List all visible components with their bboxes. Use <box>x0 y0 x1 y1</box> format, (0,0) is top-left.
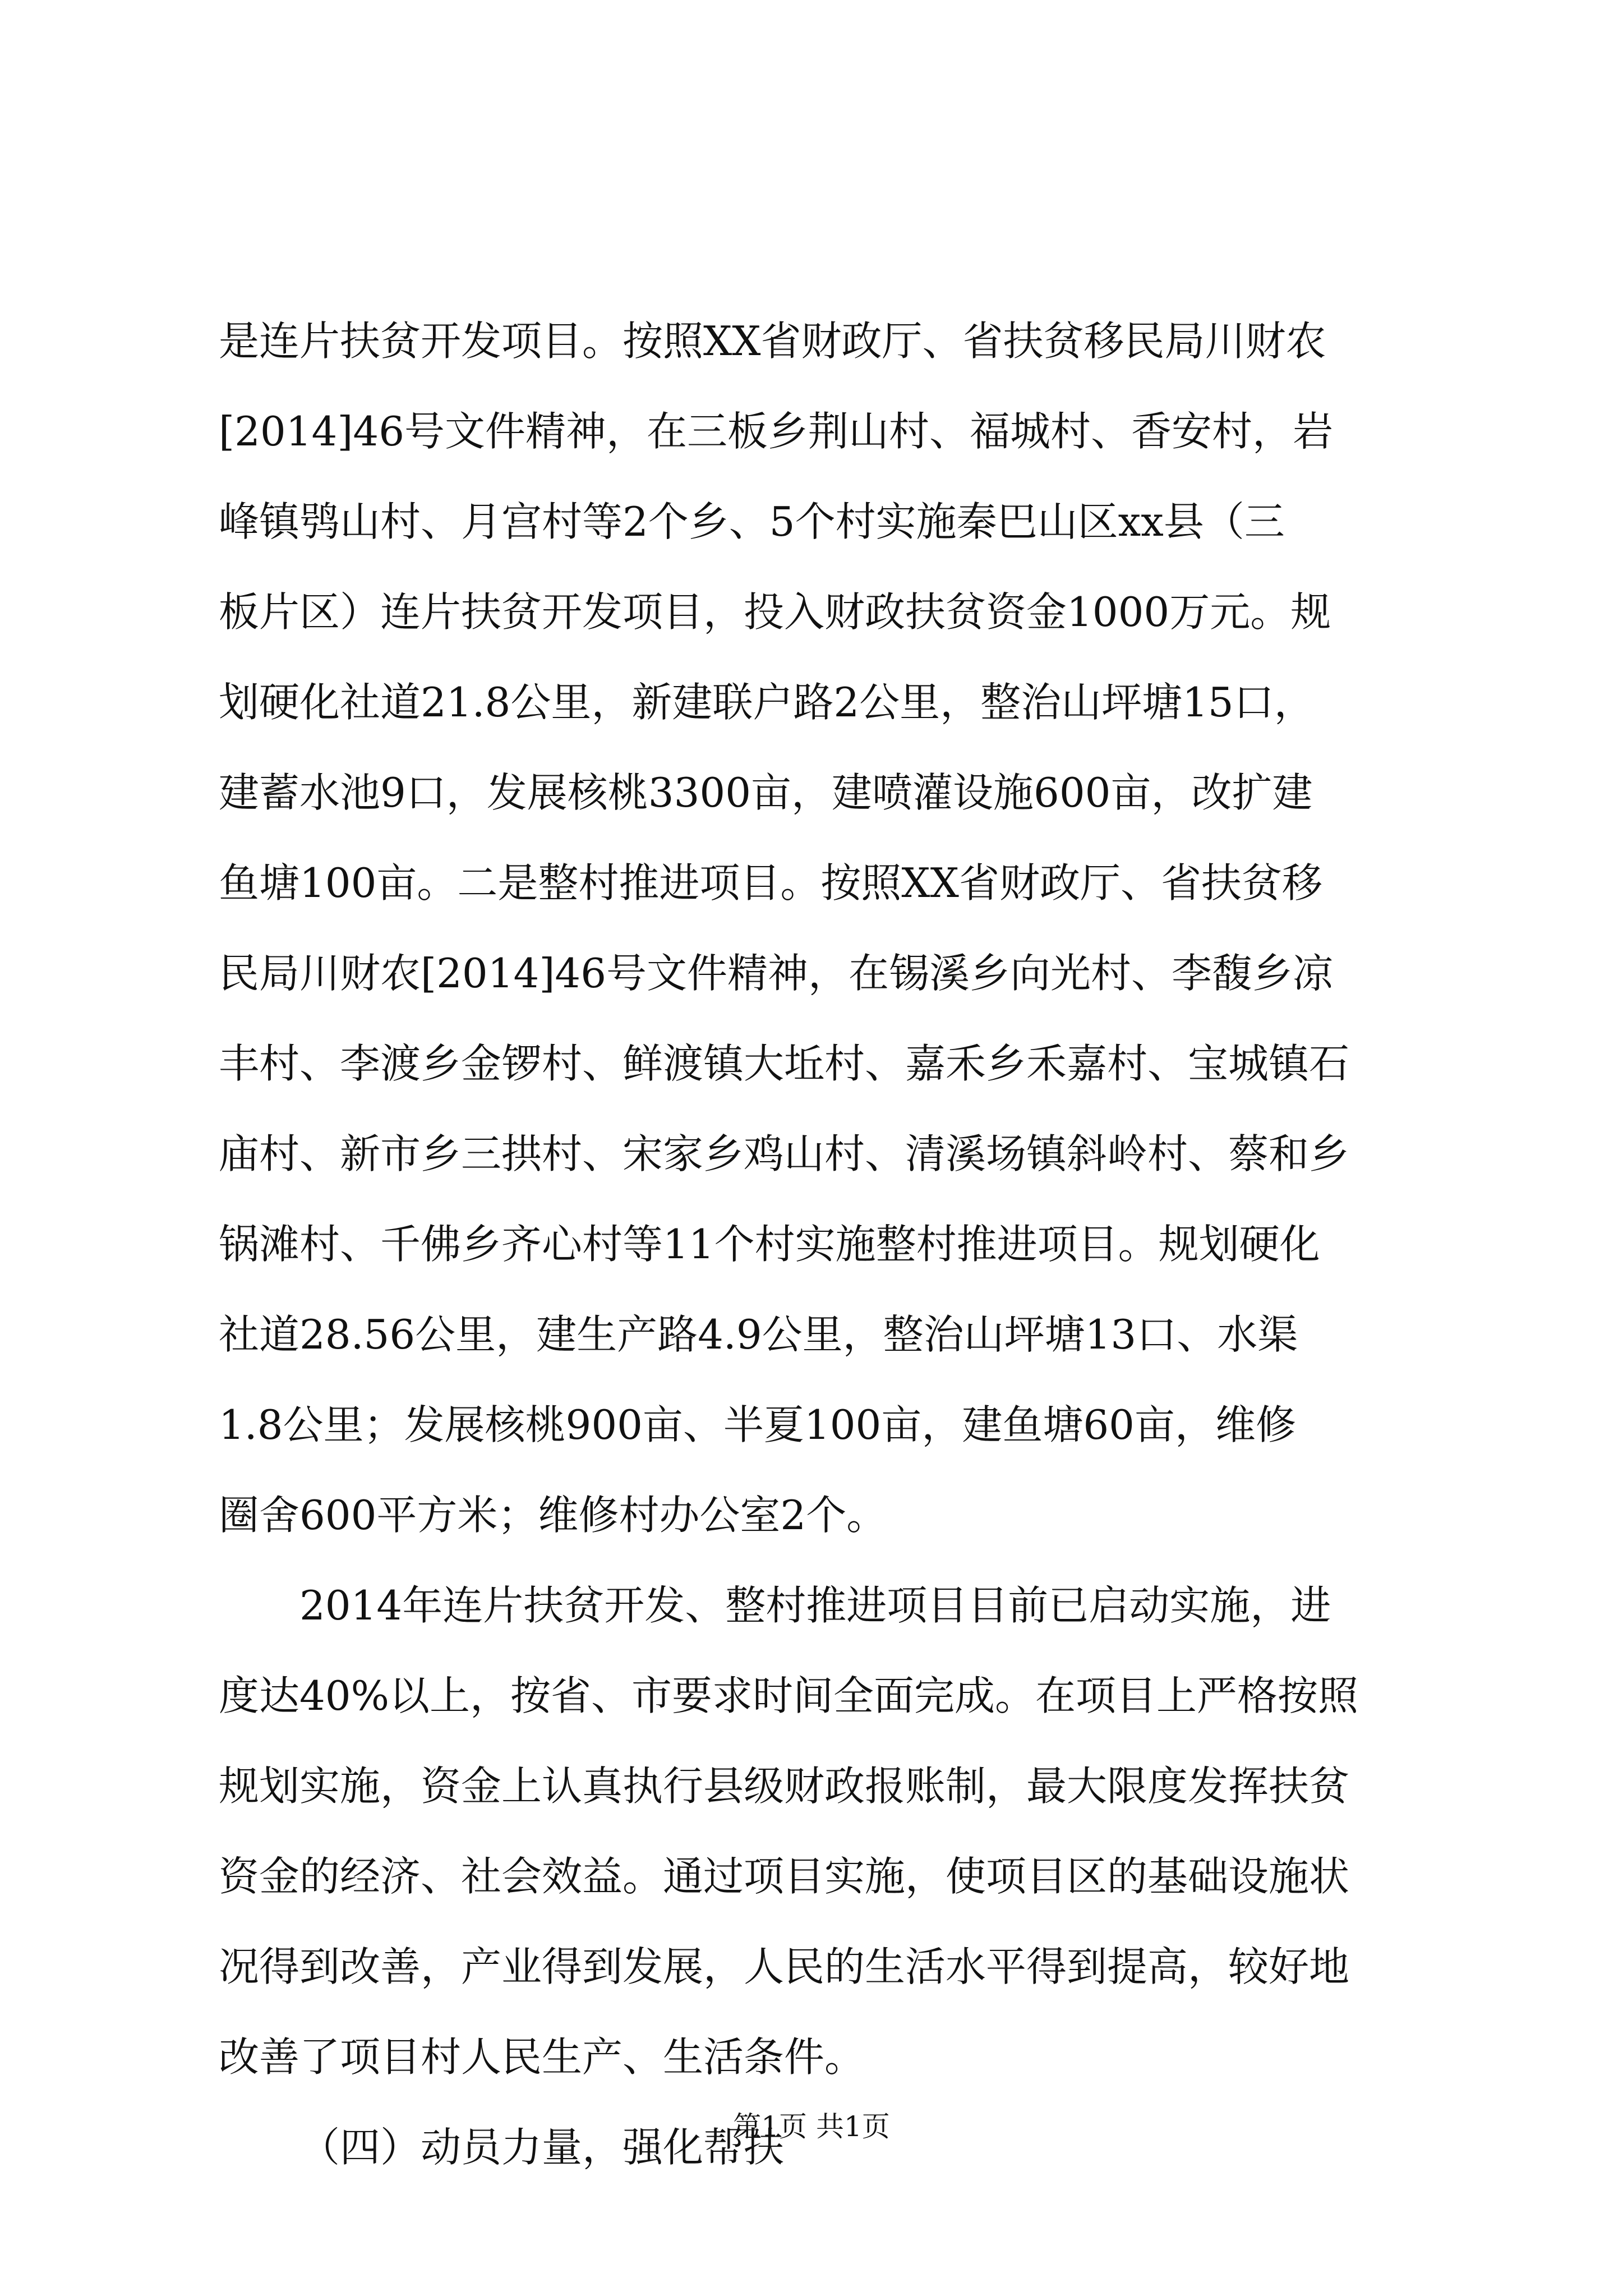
document-body <box>219 296 1419 2193</box>
text-line: 是连片扶贫开发项目。按照XX省财政厅、省扶贫移民局川财农 <box>219 318 1326 365</box>
paragraph-start-line: 2014年连片扶贫开发、整村推进项目目前已启动实施，进 <box>299 1582 1331 1629</box>
text-line: 建蓄水池9口，发展核桃3300亩，建喷灌设施600亩，改扩建 <box>219 769 1313 816</box>
text-line: 锅滩村、千佛乡齐心村等11个村实施整村推进项目。规划硬化 <box>219 1221 1320 1268</box>
text-line: 况得到改善，产业得到发展，人民的生活水平得到提高，较好地 <box>219 1943 1350 1990</box>
text-line: 1.8公里；发展核桃900亩、半夏100亩，建鱼塘60亩，维修 <box>219 1401 1296 1448</box>
text-line: 民局川财农[2014]46号文件精神，在锡溪乡向光村、李馥乡凉 <box>219 950 1334 997</box>
section-heading: （四）动员力量，强化帮扶 <box>299 2124 785 2171</box>
text-line: 丰村、李渡乡金锣村、鲜渡镇大坵村、嘉禾乡禾嘉村、宝城镇石 <box>219 1040 1350 1087</box>
text-line: 划硬化社道21.8公里，新建联户路2公里，整治山坪塘15口， <box>219 679 1315 726</box>
text-line: 度达40%以上，按省、市要求时间全面完成。在项目上严格按照 <box>219 1672 1359 1719</box>
text-line: 社道28.56公里，建生产路4.9公里，整治山坪塘13口、水渠 <box>219 1311 1298 1358</box>
text-line: [2014]46号文件精神，在三板乡荆山村、福城村、香安村，岩 <box>219 408 1334 455</box>
text-line: 峰镇鸮山村、月宫村等2个乡、5个村实施秦巴山区xx县（三 <box>219 498 1285 545</box>
text-line: 规划实施，资金上认真执行县级财政报账制，最大限度发挥扶贫 <box>219 1763 1350 1810</box>
page-footer: 第1页 共1页 <box>733 2110 890 2143</box>
text-line: 庙村、新市乡三拱村、宋家乡鸡山村、清溪场镇斜岭村、蔡和乡 <box>219 1130 1350 1177</box>
text-line: 资金的经济、社会效益。通过项目实施，使项目区的基础设施状 <box>219 1853 1350 1900</box>
text-line: 圈舍600平方米；维修村办公室2个。 <box>219 1492 887 1539</box>
text-line: 鱼塘100亩。二是整村推进项目。按照XX省财政厅、省扶贫移 <box>219 859 1322 907</box>
text-line: 改善了项目村人民生产、生活条件。 <box>219 2033 865 2081</box>
text-line: 板片区）连片扶贫开发项目，投入财政扶贫资金1000万元。规 <box>219 588 1331 636</box>
